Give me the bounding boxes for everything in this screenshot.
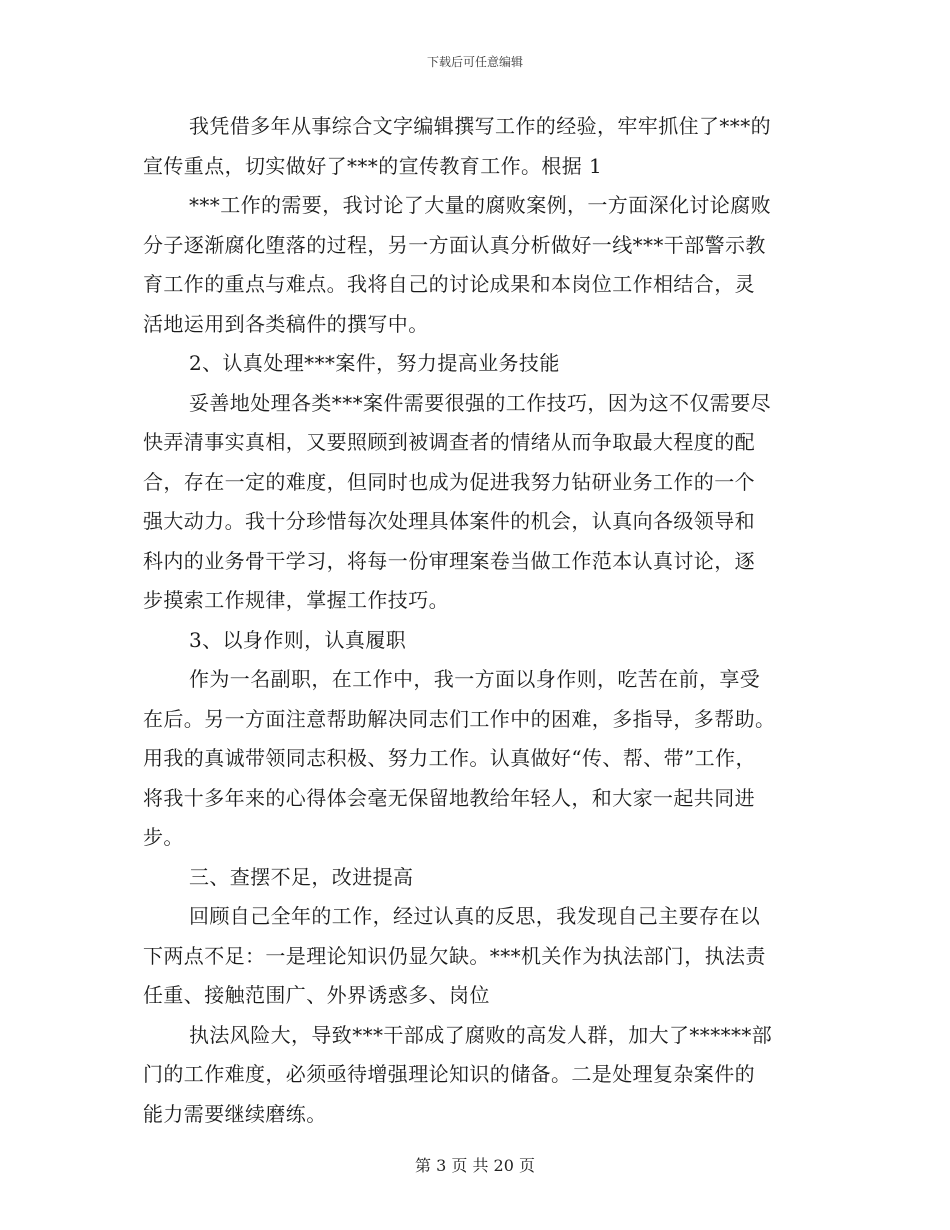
text-line: 回顾自己全年的工作，经过认真的反思，我发现自己主要存在以 bbox=[189, 904, 761, 928]
text-line: 用我的真诚带领同志积极、努力工作。认真做好“传、帮、带”工作， bbox=[143, 746, 756, 770]
text-line: 能力需要继续磨练。 bbox=[143, 1101, 327, 1126]
text-line: 执法风险大，导致***干部成了腐败的高发人群，加大了******部 bbox=[189, 1022, 773, 1047]
text-line: 将我十多年来的心得体会毫无保留地教给年轻人，和大家一起共同进 bbox=[143, 785, 755, 810]
text-line: 妥善地处理各类***案件需要很强的工作技巧，因为这不仅需要尽 bbox=[189, 390, 771, 415]
page-footer: 第 3 页 共 20 页 bbox=[415, 1156, 535, 1175]
document-body bbox=[143, 107, 811, 1134]
text-line: 下两点不足：一是理论知识仍显欠缺。***机关作为执法部门，执法责 bbox=[143, 943, 766, 968]
text-line: 步摸索工作规律，掌握工作技巧。 bbox=[143, 588, 449, 612]
text-line: 任重、接触范围广、外界诱惑多、岗位 bbox=[143, 983, 490, 1007]
page-header: 下载后可任意编辑 bbox=[426, 55, 523, 69]
text-line: ***工作的需要，我讨论了大量的腐败案例，一方面深化讨论腐败 bbox=[189, 193, 771, 217]
text-line: 科内的业务骨干学习，将每一份审理案卷当做工作范本认真讨论，逐 bbox=[143, 548, 755, 573]
section-heading: 三、查摆不足，改进提高 bbox=[189, 864, 414, 889]
text-line: 合，存在一定的难度，但同时也成为促进我努力钻研业务工作的一个 bbox=[143, 469, 755, 494]
text-line: 步。 bbox=[143, 825, 184, 849]
section-heading: 3、以身作则，认真履职 bbox=[189, 627, 407, 652]
text-line: 作为一名副职，在工作中，我一方面以身作则，吃苦在前，享受 bbox=[189, 667, 761, 691]
text-line: 强大动力。我十分珍惜每次处理具体案件的机会，认真向各级领导和 bbox=[143, 509, 755, 533]
text-line: 活地运用到各类稿件的撰写中。 bbox=[143, 311, 429, 336]
text-line: 育工作的重点与难点。我将自己的讨论成果和本岗位工作相结合，灵 bbox=[143, 272, 755, 296]
section-heading: 2、认真处理***案件，努力提高业务技能 bbox=[189, 351, 560, 375]
text-line: 快弄清事实真相，又要照顾到被调查者的情绪从而争取最大程度的配 bbox=[143, 430, 755, 454]
text-line: 门的工作难度，必须亟待增强理论知识的储备。二是处理复杂案件的 bbox=[143, 1062, 755, 1086]
text-line: 分子逐渐腐化堕落的过程，另一方面认真分析做好一线***干部警示教 bbox=[143, 232, 766, 257]
text-line: 宣传重点，切实做好了***的宣传教育工作。根据 1 bbox=[143, 153, 603, 178]
text-line: 在后。另一方面注意帮助解决同志们工作中的困难，多指导，多帮助。 bbox=[143, 706, 776, 731]
text-line: 我凭借多年从事综合文字编辑撰写工作的经验，牢牢抓住了***的 bbox=[189, 114, 771, 138]
